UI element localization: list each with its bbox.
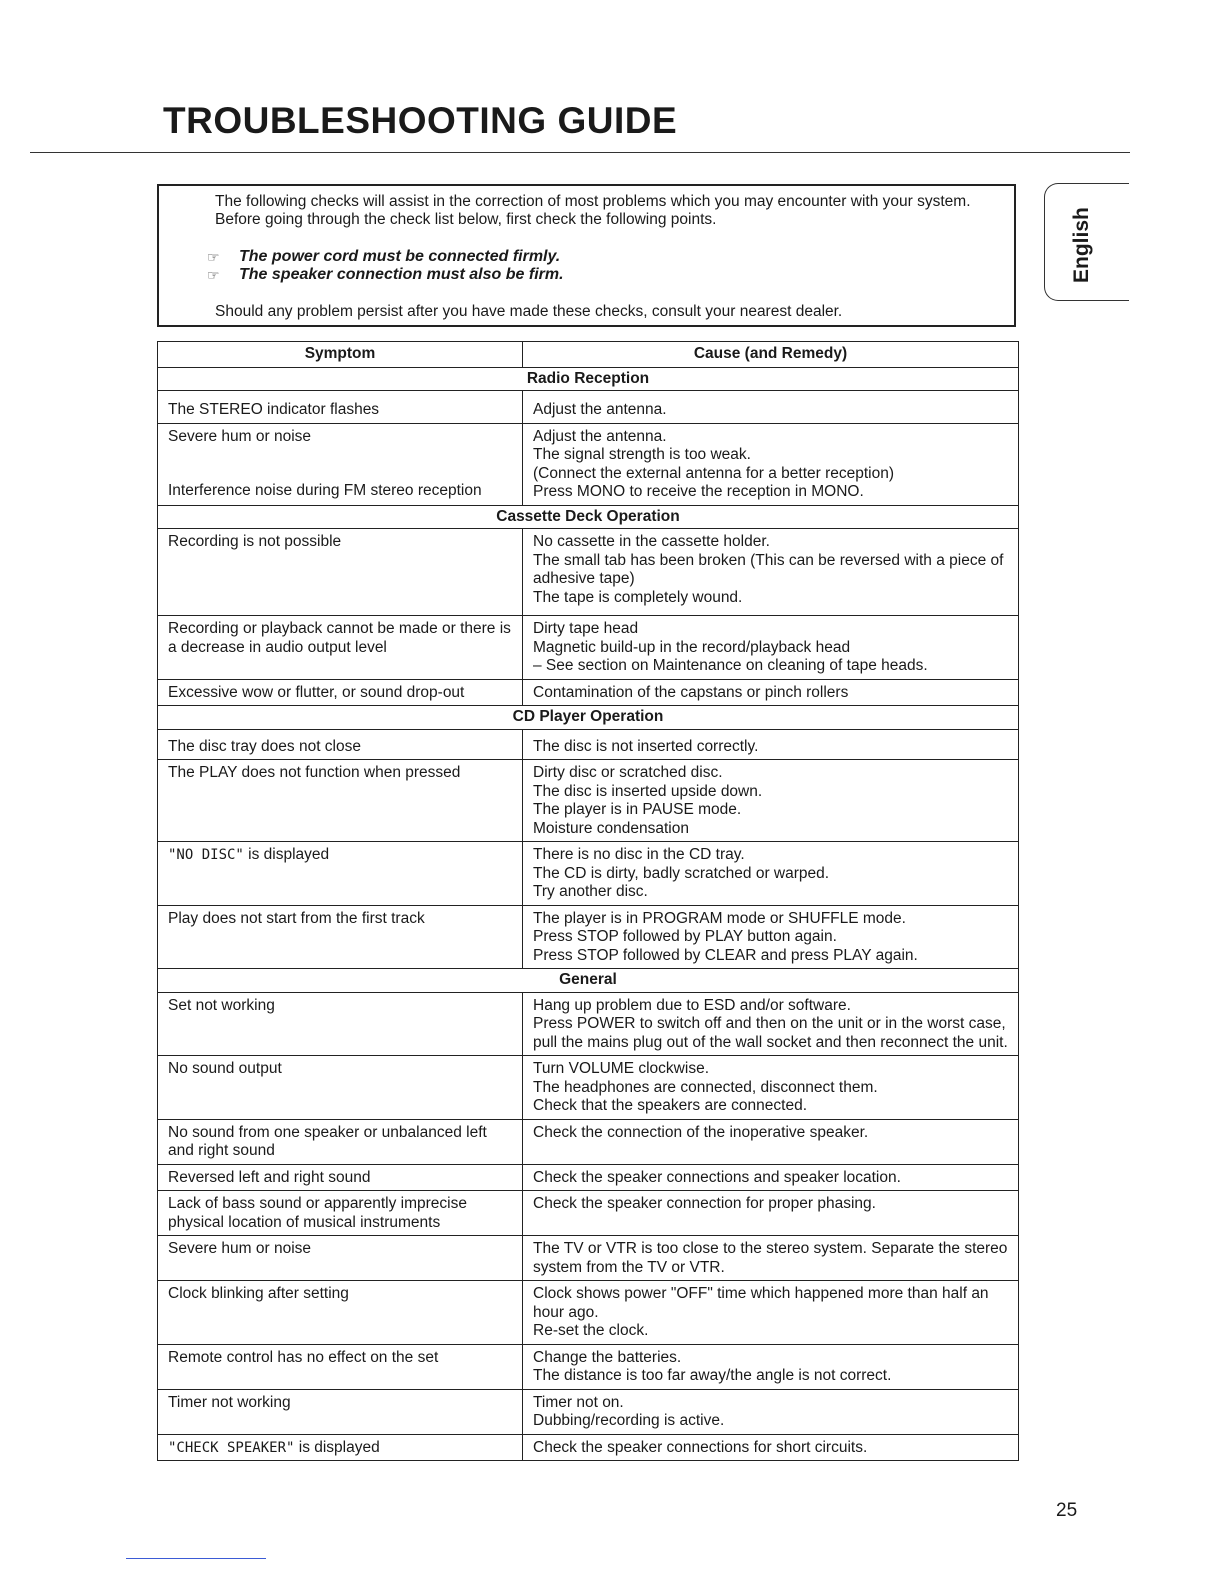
pointing-hand-icon: ☞ <box>207 249 220 265</box>
title-divider <box>30 152 1130 153</box>
cause-cell <box>523 760 1019 842</box>
cause-header: Cause (and Remedy) <box>523 342 1019 368</box>
cause-cell: The TV or VTR is too close to the stereo system. Separate the stereo system from the TV or VTR. <box>523 1236 1019 1281</box>
intro-line-2: Before going through the check list below, first check the following points. <box>215 211 717 228</box>
table-row <box>158 423 1019 505</box>
symptom-cell: Recording is not possible <box>158 529 523 616</box>
symptom-cell: Severe hum or noise <box>158 1236 523 1281</box>
page-number: 25 <box>1056 1500 1078 1521</box>
table-row <box>158 1236 1019 1281</box>
symptom-cell: Clock blinking after setting <box>158 1281 523 1345</box>
symptom-cell: No sound output <box>158 1056 523 1120</box>
symptom-cell <box>158 423 523 505</box>
cause-line: – See section on Maintenance on cleaning of tape heads. <box>533 657 928 674</box>
cause-line: The player is in PROGRAM mode or SHUFFLE mode. <box>533 909 906 927</box>
table-row <box>158 529 1019 616</box>
symptom-cell: Reversed left and right sound <box>158 1164 523 1191</box>
cause-line: No cassette in the cassette holder. <box>533 533 770 550</box>
cause-cell <box>523 1389 1019 1434</box>
cause-line: Press POWER to switch off and then on the unit or in the worst case, pull the mains plug out of the wall socket and then reconnect the unit. <box>533 1015 1011 1051</box>
cause-line: Press STOP followed by CLEAR and press PLAY again. <box>533 946 918 964</box>
lcd-display-text: "NO DISC" <box>168 847 244 863</box>
symptom-suffix: is displayed <box>243 846 330 863</box>
cause-cell: Contamination of the capstans or pinch rollers <box>523 679 1019 706</box>
cause-cell <box>523 842 1019 906</box>
cause-cell <box>523 529 1019 616</box>
section-cd-player: CD Player Operation <box>158 706 1019 730</box>
symptom-line: Severe hum or noise <box>168 427 312 445</box>
symptom-cell: Lack of bass sound or apparently imprecise physical location of musical instruments <box>158 1191 523 1236</box>
cause-line: Dirty tape head <box>533 620 639 637</box>
table-row <box>158 616 1019 680</box>
cause-line: The small tab has been broken (This can be reversed with a piece of adhesive tape) <box>533 551 1008 587</box>
cause-line: Dubbing/recording is active. <box>533 1412 725 1429</box>
cause-line: Dirty disc or scratched disc. <box>533 764 723 781</box>
table-row <box>158 1344 1019 1389</box>
cause-line: Press STOP followed by PLAY button again. <box>533 928 837 945</box>
table-row <box>158 1164 1019 1191</box>
cause-cell: Check the connection of the inoperative speaker. <box>523 1119 1019 1164</box>
cause-cell: Check the speaker connection for proper phasing. <box>523 1191 1019 1236</box>
cause-line: There is no disc in the CD tray. <box>533 846 745 863</box>
cause-line: The CD is dirty, badly scratched or warped. <box>533 864 830 882</box>
cause-line: The signal strength is too weak. <box>533 446 751 463</box>
page-title: TROUBLESHOOTING GUIDE <box>163 100 678 141</box>
cause-cell <box>523 905 1019 969</box>
cause-line: Change the batteries. <box>533 1348 682 1366</box>
symptom-cell: Remote control has no effect on the set <box>158 1344 523 1389</box>
cause-line: Try another disc. <box>533 883 648 900</box>
cause-cell <box>523 423 1019 505</box>
section-radio-reception: Radio Reception <box>158 367 1019 391</box>
cause-line: Adjust the antenna. <box>533 427 667 445</box>
symptom-cell: The disc tray does not close <box>158 729 523 760</box>
cause-cell: Adjust the antenna. <box>523 391 1019 424</box>
symptom-cell: Set not working <box>158 992 523 1056</box>
cause-cell <box>523 992 1019 1056</box>
cause-line: The disc is inserted upside down. <box>533 782 763 800</box>
table-row <box>158 1434 1019 1461</box>
cause-line: (Connect the external antenna for a better reception) <box>533 464 895 482</box>
section-general: General <box>158 969 1019 993</box>
cause-line: Turn VOLUME clockwise. <box>533 1060 709 1077</box>
table-row <box>158 1191 1019 1236</box>
table-row <box>158 1389 1019 1434</box>
troubleshooting-table <box>157 341 1019 1461</box>
symptom-suffix: is displayed <box>294 1438 380 1456</box>
cause-line: Press MONO to receive the reception in MONO. <box>533 483 864 500</box>
symptom-cell: The STEREO indicator flashes <box>158 391 523 424</box>
table-row <box>158 760 1019 842</box>
cause-line: The headphones are connected, disconnect them. <box>533 1078 878 1096</box>
check-point-1: The power cord must be connected firmly. <box>239 248 561 265</box>
language-tab-label: English <box>1070 207 1093 283</box>
symptom-cell: Play does not start from the first track <box>158 905 523 969</box>
cause-cell: Check the speaker connections and speaker location. <box>523 1164 1019 1191</box>
intro-box <box>157 184 1016 327</box>
lcd-display-text: "CHECK SPEAKER" <box>168 1439 295 1456</box>
symptom-cell: The PLAY does not function when pressed <box>158 760 523 842</box>
symptom-line: Interference noise during FM stereo reception <box>168 482 482 499</box>
cause-line: Re-set the clock. <box>533 1322 649 1339</box>
table-row <box>158 992 1019 1056</box>
section-cassette-deck: Cassette Deck Operation <box>158 505 1019 529</box>
symptom-cell <box>158 842 523 906</box>
symptom-cell: No sound from one speaker or unbalanced left and right sound <box>158 1119 523 1164</box>
symptom-cell <box>158 1434 523 1461</box>
cause-line: The tape is completely wound. <box>533 588 743 606</box>
cause-line: Timer not on. <box>533 1393 624 1411</box>
footer-rule <box>126 1558 266 1559</box>
symptom-cell: Excessive wow or flutter, or sound drop-out <box>158 679 523 706</box>
table-row <box>158 1281 1019 1345</box>
cause-cell <box>523 1344 1019 1389</box>
cause-line: Check that the speakers are connected. <box>533 1097 807 1114</box>
check-point-2: The speaker connection must also be firm. <box>239 266 564 283</box>
cause-line: Hang up problem due to ESD and/or software. <box>533 996 851 1014</box>
cause-line: The distance is too far away/the angle is not correct. <box>533 1367 892 1384</box>
cause-cell <box>523 1281 1019 1345</box>
symptom-cell: Timer not working <box>158 1389 523 1434</box>
pointing-hand-icon: ☞ <box>207 267 220 283</box>
table-row <box>158 391 1019 424</box>
table-row <box>158 842 1019 906</box>
intro-line-3: Should any problem persist after you have made these checks, consult your nearest dealer. <box>215 303 843 320</box>
cause-cell <box>523 1056 1019 1120</box>
table-row <box>158 1119 1019 1164</box>
symptom-header: Symptom <box>158 342 523 368</box>
symptom-cell: Recording or playback cannot be made or there is a decrease in audio output level <box>158 616 523 680</box>
table-row <box>158 679 1019 706</box>
cause-line: The player is in PAUSE mode. <box>533 801 742 818</box>
cause-line: Moisture condensation <box>533 819 689 837</box>
cause-line: Magnetic build-up in the record/playback head <box>533 638 851 656</box>
cause-line: Clock shows power "OFF" time which happened more than half an hour ago. <box>533 1285 993 1321</box>
cause-cell: The disc is not inserted correctly. <box>523 729 1019 760</box>
table-row <box>158 905 1019 969</box>
table-row <box>158 729 1019 760</box>
cause-cell: Check the speaker connections for short circuits. <box>523 1434 1019 1461</box>
intro-line-1: The following checks will assist in the correction of most problems which you may encounter with your system. <box>215 193 971 210</box>
cause-cell <box>523 616 1019 680</box>
table-row <box>158 1056 1019 1120</box>
table-header-row <box>158 342 1019 368</box>
